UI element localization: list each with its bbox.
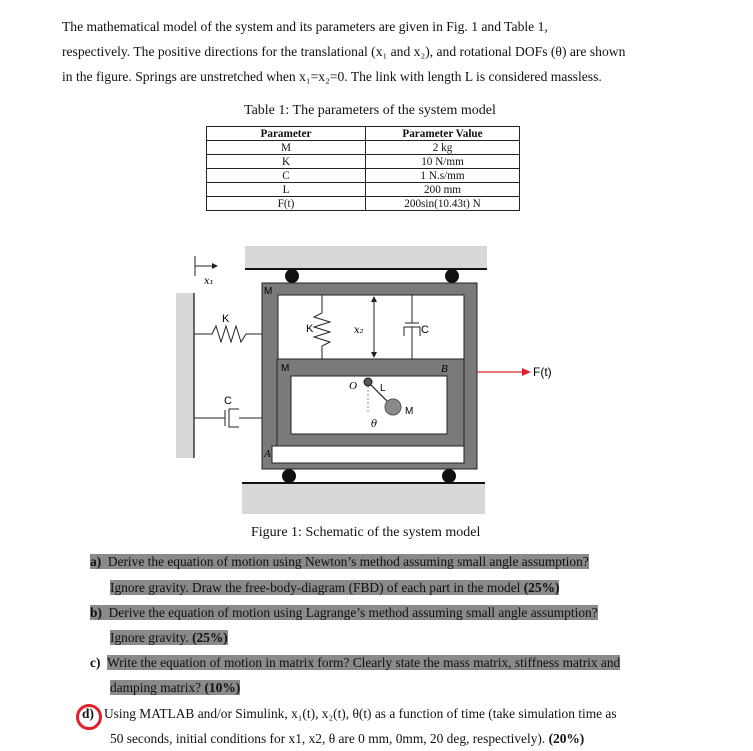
inner-body [277,359,464,446]
question-label: c) [90,655,101,670]
x1-reference-arrow [195,256,218,276]
question-label: b) [90,605,102,620]
question-text: Derive the equation of motion using Newton’s method assuming small angle assumption? [107,554,589,569]
figure-caption: Figure 1: Schematic of the system model [251,525,481,540]
question-text: damping matrix? [110,680,205,695]
pendulum-mass-label: M [405,406,414,417]
left-spring [194,326,262,342]
question-text: Write the equation of motion in matrix form? Clearly state the mass matrix, stiffness matrix and [107,655,621,670]
table-cell: 1 N.s/mm [366,169,520,183]
question-c-line2 [110,675,240,700]
intro-line: The mathematical model of the system and its parameters are given in Fig. 1 and Table 1, [62,19,548,34]
top-roller [445,269,459,283]
question-label: a) [90,554,102,569]
question-weight: (25%) [192,630,228,645]
bottom-roller [442,469,456,483]
question-weight: (10%) [204,680,241,695]
pendulum-mass [385,399,401,415]
table-cell: 200 mm [366,183,520,197]
top-ground [245,246,487,269]
table-cell: F(t) [207,197,366,211]
force-arrow [477,368,531,376]
left-damper-label: C [224,395,232,407]
inner-damper-label: C [421,324,429,336]
bottom-ground [242,484,485,514]
top-roller [285,269,299,283]
outer-mass-label: M [264,286,273,297]
question-c-line1 [90,650,620,675]
point-a-label: A [264,448,271,460]
table-cell: 2 kg [366,141,520,155]
intro-line: in the figure. Springs are unstretched when x₁=x₂=0. The link with length L is considered massless. [62,69,602,84]
question-text: Derive the equation of motion using Lagrange’s method assuming small angle assumption? [108,605,598,620]
question-d-line2 [110,726,584,751]
question-b-line1 [90,600,598,625]
table-header: Parameter Value [366,127,520,141]
link-length-label: L [380,383,386,394]
question-text: 50 seconds, initial conditions for x1, x2, θ are 0 mm, 0mm, 20 deg, respectively). [110,731,549,746]
point-b-label: B [441,363,448,375]
intro-line: respectively. The positive directions for the translational (x₁ and x₂), and rotational DOFs (θ) are shown [62,44,626,59]
question-text: Ignore gravity. Draw the free-body-diagram (FBD) of each part in the model [110,580,524,595]
inner-mass-label: M [281,363,290,374]
table-caption: Table 1: The parameters of the system model [244,103,496,118]
left-damper [194,409,262,427]
table-cell: L [207,183,366,197]
table-cell: C [207,169,366,183]
question-b-line2 [110,625,228,650]
question-label: d) [82,706,94,721]
table-cell: M [207,141,366,155]
question-d-line1 [82,701,617,726]
question-a-line1 [90,549,589,574]
bottom-roller [282,469,296,483]
question-weight: (20%) [548,731,585,746]
left-wall [176,293,194,458]
question-weight: (25%) [523,580,560,595]
pivot-o-label: O [349,380,357,392]
question-text: Ignore gravity. [110,630,193,645]
x1-label: x₁ [204,276,214,287]
x2-label: x₂ [354,325,364,336]
theta-label: θ [371,419,378,430]
question-text: Using MATLAB and/or Simulink, x₁(t), x₂(t), θ(t) as a function of time (take simulation time as [103,706,617,721]
left-spring-label: K [222,313,230,325]
force-label: F(t) [533,365,552,379]
table-cell: K [207,155,366,169]
inner-spring-label: K [306,323,314,335]
table-header: Parameter [207,127,366,141]
table-cell: 200sin(10.43t) N [366,197,520,211]
question-a-line2 [110,575,559,600]
table-cell: 10 N/mm [366,155,520,169]
